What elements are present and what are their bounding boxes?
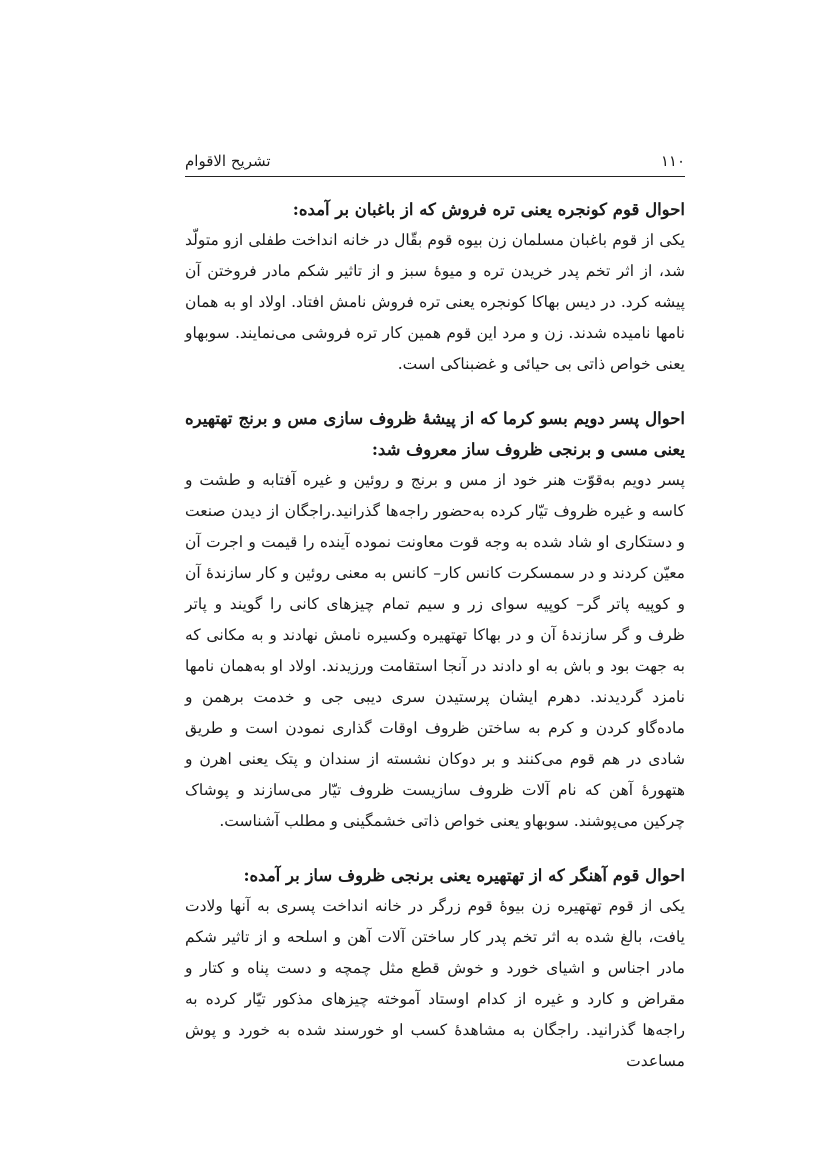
section-paragraph: پسر دویم به‌قوّت هنر خود از مس و برنج و روئین و غیره آفتابه و طشت و کاسه و غیره ظروف تیّار کرده به‌حضور راجه‌ها گذرانید.راجگان از دیدن صنعت و دستکاری او شاد شده به وجه قوت معاونت نموده آینده را قیمت و اجرت آن معیّن کردند و در سمسکرت کانس کار– کانس به معنی روئین و کار سازندهٔ آن و کوپیه پاتر گر– کوپیه سوای زر و سیم تمام چیزهای کانی را گویند و پاتر ظرف و گر سازندهٔ آن و در بهاکا تهتهیره وکسیره نامش نهادند و به مکانی که به جهت بود و باش به او دادند در آنجا استقامت ورزیدند. اولاد او به‌همان نامها نامزد گردیدند. دهرم ایشان پرستیدن سری دیبی جی و خدمت برهمن و ماده‌گاو کردن و کرم به ساختن ظروف اوقات گذاری نمودن است و طریق شادی در هم قوم می‌کنند و بر دوکان نشسته از سندان و پتک یعنی اهرن و هتهورهٔ آهن که نام آلات ظروف سازیست ظروف تیّار می‌سازند و پوشاک چرکین می‌پوشند. سوبهاو یعنی خواص ذاتی خشمگینی و مطلب آشناست.	[185, 471, 685, 830]
header-divider	[185, 176, 685, 177]
section-heading: احوال پسر دویم بسو کرما که از پیشهٔ ظروف سازی مس و برنج تهتهیره یعنی مسی و برنجی ظروف ساز معروف شد:	[185, 409, 685, 459]
running-title: تشریح الاقوام	[185, 152, 271, 170]
section-kunjra	[185, 194, 685, 380]
main-text	[185, 194, 685, 1100]
page-number: ۱۱۰	[660, 152, 685, 170]
section-thathera	[185, 403, 685, 837]
section-ahangar	[185, 860, 685, 1077]
running-header	[185, 148, 685, 170]
section-heading: احوال قوم آهنگر که از تهتهیره یعنی برنجی ظروف ساز بر آمده:	[243, 866, 685, 885]
section-paragraph: یکی از قوم تهتهیره زن بیوهٔ قوم زرگر در خانه انداخت پسری به آنها ولادت یافت، بالغ شده به اثر تخم پدر کار ساختن آلات آهن و اسلحه و از تاثیر شکم مادر اجناس و اشیای خورد و خوش قطع مثل چمچه و دست پناه و کتار و مقراض و کارد و غیره از کدام اوستاد آموخته چیزهای مذکور تیّار کرده به راجه‌ها گذرانید. راجگان به مشاهدهٔ کسب او خورسند شده به خورد و پوش مساعدت	[185, 897, 685, 1070]
section-heading: احوال قوم کونجره یعنی تره فروش که از باغبان بر آمده:	[292, 200, 685, 219]
section-paragraph: یکی از قوم باغبان مسلمان زن بیوه قوم بقّال در خانه انداخت طفلی ازو متولّد شد، از اثر تخم پدر خریدن تره و میوهٔ سبز و از تاثیر شکم مادر فروختن آن پیشه کرد. در دیس بهاکا کونجره یعنی تره فروش نامش افتاد. اولاد او به همان نامها نامیده شدند. زن و مرد این قوم همین کار تره فروشی می‌نمایند. سوبهاو یعنی خواص ذاتی بی حیائی و غضبناکی است.	[185, 231, 685, 373]
